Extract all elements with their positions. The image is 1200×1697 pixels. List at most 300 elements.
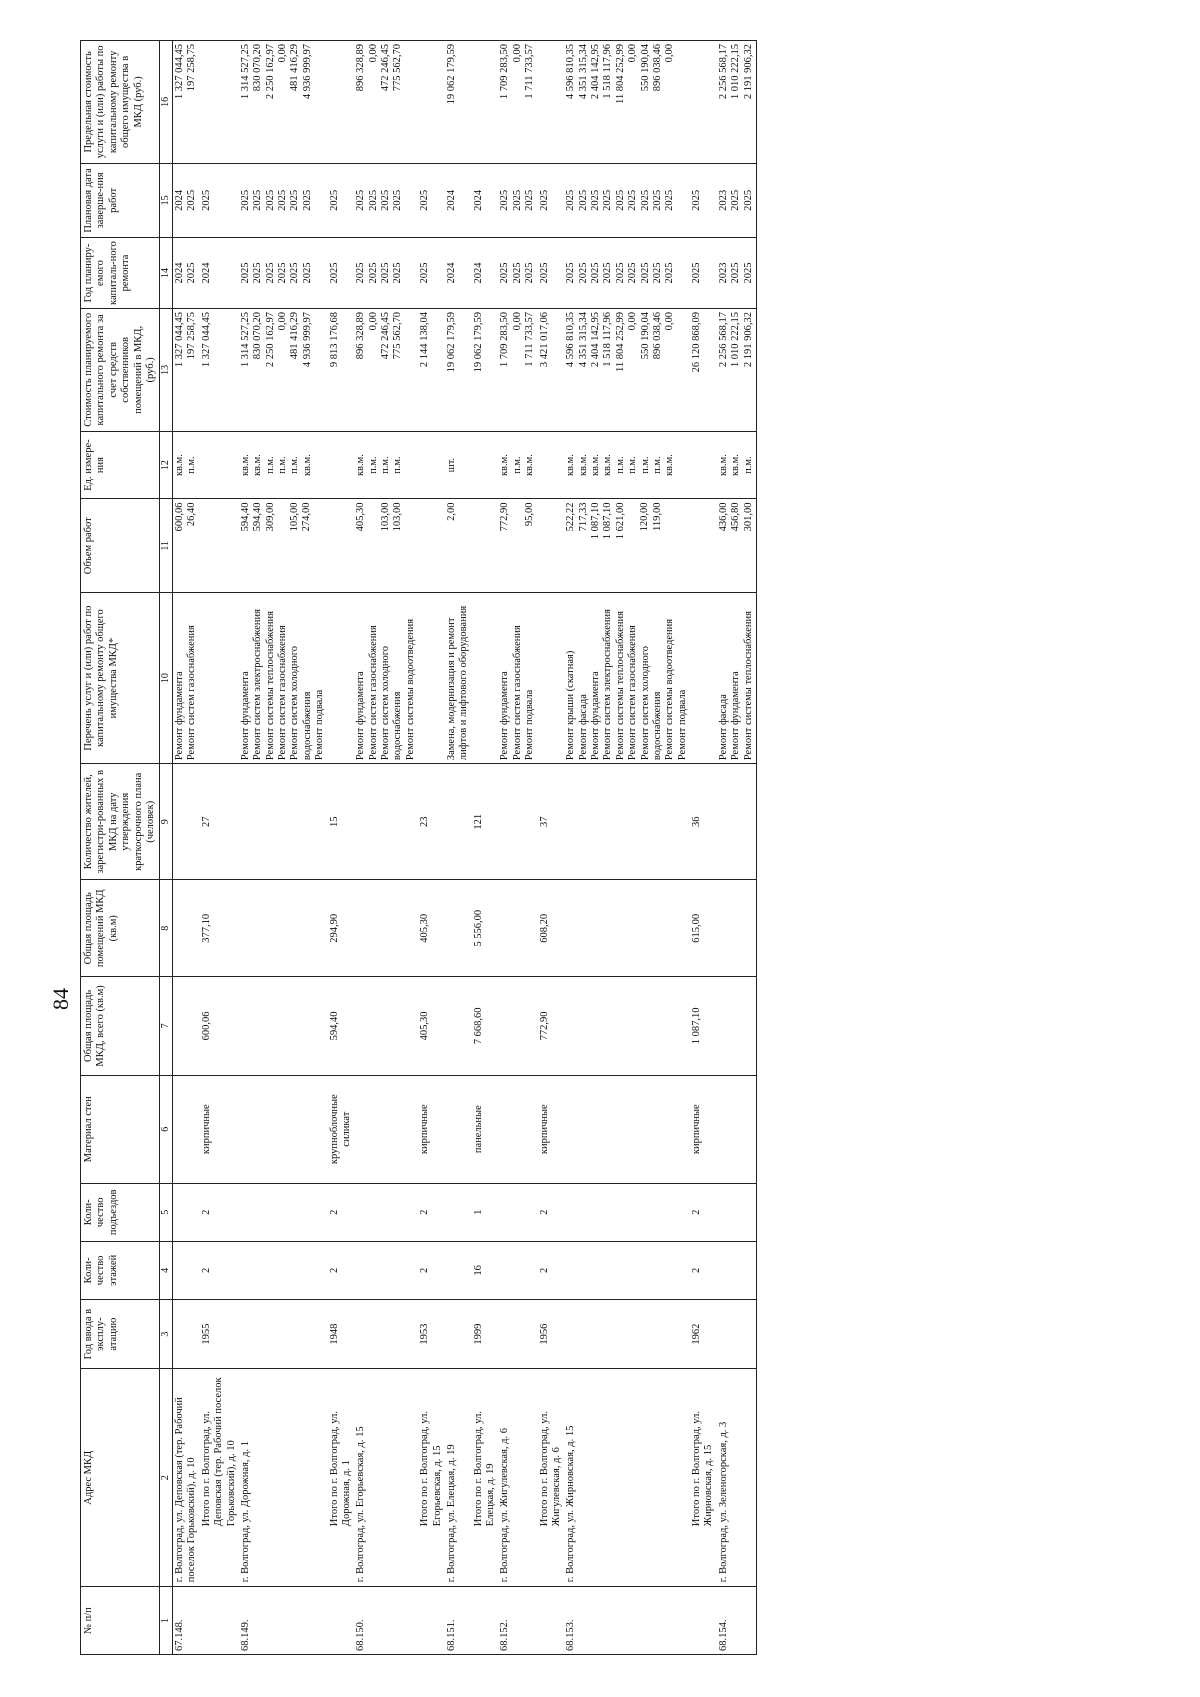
unit-line: п.м. bbox=[380, 456, 392, 474]
completion-date-cell bbox=[717, 163, 757, 237]
repair-year-line: 2025 bbox=[264, 262, 276, 284]
header-cell: Общая площадь МКД, всего (кв.м) bbox=[81, 977, 160, 1075]
unit-line: кв.м. bbox=[524, 454, 536, 477]
unit-line: кв.м. bbox=[174, 454, 186, 477]
header-cell: № п/п bbox=[81, 1587, 160, 1655]
limit-cost-cell bbox=[690, 41, 717, 164]
work-line: Ремонт систем газоснабжения bbox=[367, 625, 379, 761]
residents-cell bbox=[173, 764, 200, 880]
volume-cell bbox=[472, 499, 499, 593]
limit-cost-line: 2 404 142,95 bbox=[590, 44, 602, 100]
volume-line: 274,00 bbox=[301, 502, 313, 532]
limit-cost-cell bbox=[472, 41, 499, 164]
row-number bbox=[538, 1587, 565, 1655]
volume-line: 103,00 bbox=[392, 502, 404, 532]
cost-line: 472 246,45 bbox=[380, 312, 392, 360]
unit-line: п.м. bbox=[277, 456, 289, 474]
address-cell: Итого по г. Волгоград, ул. Жирновская, д. 15 bbox=[690, 1369, 717, 1587]
work-type-cell bbox=[418, 593, 445, 764]
cost-line: 197 258,75 bbox=[186, 312, 198, 360]
floors-cell bbox=[498, 1241, 537, 1299]
volume-cell bbox=[328, 499, 355, 593]
repair-year-line: 2025 bbox=[392, 262, 404, 284]
residents-cell: 15 bbox=[328, 764, 355, 880]
premises-area-cell: 608,20 bbox=[538, 880, 565, 977]
column-number: 1 bbox=[160, 1587, 173, 1655]
completion-date-line: 2025 bbox=[392, 189, 404, 211]
completion-date-cell bbox=[239, 163, 328, 237]
row-number bbox=[472, 1587, 499, 1655]
entrances-cell bbox=[239, 1183, 328, 1241]
year-built-cell bbox=[498, 1299, 537, 1368]
header-row bbox=[81, 41, 160, 1655]
repair-year-cell bbox=[717, 238, 757, 309]
completion-date-line: 2025 bbox=[277, 189, 289, 211]
volume-line bbox=[512, 502, 524, 589]
limit-cost-line: 1 327 044,45 bbox=[174, 44, 186, 100]
unit-line: п.м. bbox=[289, 456, 301, 474]
repair-year-line: 2025 bbox=[651, 262, 663, 284]
work-line: Ремонт системы водоотведения bbox=[664, 618, 676, 761]
completion-date-line: 2025 bbox=[419, 189, 431, 211]
entrances-cell bbox=[717, 1183, 757, 1241]
floors-cell: 2 bbox=[328, 1241, 355, 1299]
volume-cell bbox=[498, 499, 537, 593]
entrances-cell: 2 bbox=[418, 1183, 445, 1241]
repair-year-line: 2025 bbox=[239, 262, 251, 284]
address-cell: г. Волгоград, ул. Елецкая, д. 19 bbox=[445, 1369, 472, 1587]
repair-year-line: 2025 bbox=[524, 262, 536, 284]
cost-cell bbox=[173, 309, 200, 432]
work-line: Ремонт систем холодного водоснабжения bbox=[380, 645, 404, 761]
unit-line: кв.м. bbox=[602, 454, 614, 477]
premises-area-cell bbox=[498, 880, 537, 977]
cost-line: 0,00 bbox=[664, 312, 676, 331]
header-cell: Коли-чество этажей bbox=[81, 1241, 160, 1299]
completion-date-line: 2025 bbox=[380, 189, 392, 211]
unit-line: кв.м. bbox=[664, 454, 676, 477]
cost-line: 11 804 252,99 bbox=[614, 312, 626, 373]
floors-cell: 2 bbox=[538, 1241, 565, 1299]
completion-date-line: 2025 bbox=[602, 189, 614, 211]
limit-cost-line: 0,00 bbox=[277, 44, 289, 63]
residents-cell bbox=[239, 764, 328, 880]
volume-line: 772,90 bbox=[499, 502, 511, 532]
work-line: Ремонт фундамента bbox=[174, 671, 186, 761]
address-cell: г. Волгоград, ул. Дорожная, д. 1 bbox=[239, 1369, 328, 1587]
volume-line: 120,00 bbox=[639, 502, 651, 532]
limit-cost-cell bbox=[173, 41, 200, 164]
unit-line: кв.м. bbox=[499, 454, 511, 477]
row-number bbox=[690, 1587, 717, 1655]
cost-line: 2 191 906,32 bbox=[742, 312, 754, 368]
limit-cost-line: 896 038,46 bbox=[651, 44, 663, 92]
unit-cell bbox=[173, 431, 200, 499]
repair-year-cell bbox=[354, 238, 418, 309]
unit-cell bbox=[498, 431, 537, 499]
cost-line: 4 936 999,97 bbox=[301, 312, 313, 368]
repair-year-cell bbox=[445, 238, 472, 309]
work-type-cell bbox=[328, 593, 355, 764]
work-line: Ремонт систем электроснабжения bbox=[602, 609, 614, 761]
column-number: 13 bbox=[160, 309, 173, 432]
volume-cell bbox=[200, 499, 239, 593]
cost-line: 896 038,46 bbox=[651, 312, 663, 360]
limit-cost-cell bbox=[239, 41, 328, 164]
work-line: Ремонт систем газоснабжения bbox=[511, 625, 523, 761]
column-number: 11 bbox=[160, 499, 173, 593]
unit-line: кв.м. bbox=[717, 454, 729, 477]
cost-cell bbox=[690, 309, 717, 432]
completion-date-line: 2025 bbox=[301, 189, 313, 211]
work-line: Ремонт крыши (скатная) bbox=[565, 650, 577, 761]
unit-cell bbox=[239, 431, 328, 499]
volume-line: 1 087,10 bbox=[602, 502, 614, 540]
limit-cost-line: 550 190,04 bbox=[639, 44, 651, 92]
repair-year-cell bbox=[498, 238, 537, 309]
cost-line: 19 062 179,59 bbox=[472, 312, 484, 373]
total-area-cell: 1 087,10 bbox=[690, 977, 717, 1075]
work-line: Ремонт фундамента bbox=[355, 671, 367, 761]
completion-date-line: 2025 bbox=[538, 189, 550, 211]
unit-line: п.м. bbox=[651, 456, 663, 474]
column-number: 12 bbox=[160, 431, 173, 499]
repair-year-line: 2025 bbox=[742, 262, 754, 284]
total-row bbox=[200, 41, 239, 1655]
unit-line: кв.м. bbox=[252, 454, 264, 477]
limit-cost-line: 1 711 733,57 bbox=[524, 44, 536, 99]
completion-date-cell bbox=[328, 163, 355, 237]
premises-area-cell bbox=[445, 880, 472, 977]
limit-cost-line: 1 518 117,96 bbox=[602, 44, 614, 99]
year-built-cell bbox=[564, 1299, 690, 1368]
row-number bbox=[328, 1587, 355, 1655]
work-line: Ремонт подвала bbox=[524, 689, 536, 761]
cost-cell bbox=[445, 309, 472, 432]
repair-year-line: 2025 bbox=[639, 262, 651, 284]
wall-material-cell: панельные bbox=[472, 1075, 499, 1183]
year-built-cell: 1956 bbox=[538, 1299, 565, 1368]
rotated-table-wrapper bbox=[80, 40, 1165, 1655]
header-cell: Адрес МКД bbox=[81, 1369, 160, 1587]
completion-date-cell bbox=[200, 163, 239, 237]
wall-material-cell: крупноблочные силикат bbox=[328, 1075, 355, 1183]
cost-cell bbox=[538, 309, 565, 432]
cost-line: 1 010 222,15 bbox=[730, 312, 742, 368]
limit-cost-line: 1 314 527,25 bbox=[239, 44, 251, 100]
limit-cost-cell bbox=[200, 41, 239, 164]
limit-cost-line: 2 256 568,17 bbox=[717, 44, 729, 100]
row-number: 67.148. bbox=[173, 1587, 200, 1655]
cost-line: 2 256 568,17 bbox=[717, 312, 729, 368]
completion-date-cell bbox=[690, 163, 717, 237]
year-built-cell bbox=[354, 1299, 418, 1368]
wall-material-cell bbox=[717, 1075, 757, 1183]
total-row bbox=[538, 41, 565, 1655]
cost-line: 550 190,04 bbox=[639, 312, 651, 360]
table-row bbox=[239, 41, 328, 1655]
residents-cell: 121 bbox=[472, 764, 499, 880]
unit-line: кв.м. bbox=[301, 454, 313, 477]
repair-year-line: 2024 bbox=[472, 262, 484, 284]
unit-line: п.м. bbox=[186, 456, 198, 474]
total-area-cell bbox=[717, 977, 757, 1075]
total-area-cell bbox=[239, 977, 328, 1075]
repair-year-line: 2025 bbox=[328, 262, 340, 284]
work-type-cell bbox=[354, 593, 418, 764]
entrances-cell: 2 bbox=[690, 1183, 717, 1241]
column-number: 6 bbox=[160, 1075, 173, 1183]
residents-cell: 23 bbox=[418, 764, 445, 880]
header-cell: Перечень услуг и (или) работ по капитальному ремонту общего имущества МКД* bbox=[81, 593, 160, 764]
completion-date-line: 2025 bbox=[524, 189, 536, 211]
repair-year-line: 2025 bbox=[565, 262, 577, 284]
completion-date-cell bbox=[445, 163, 472, 237]
header-cell: Год планиру-емого капиталь-ного ремонта bbox=[81, 238, 160, 309]
limit-cost-line: 197 258,75 bbox=[186, 44, 198, 92]
cost-line: 0,00 bbox=[277, 312, 289, 331]
floors-cell bbox=[445, 1241, 472, 1299]
work-line: Ремонт фасада bbox=[577, 694, 589, 761]
cost-line: 2 144 138,04 bbox=[419, 312, 431, 368]
unit-line: кв.м. bbox=[577, 454, 589, 477]
volume-line: 405,30 bbox=[355, 502, 367, 532]
work-line: Ремонт систем газоснабжения bbox=[277, 625, 289, 761]
work-line: Ремонт фундамента bbox=[730, 671, 742, 761]
cost-line: 3 421 017,06 bbox=[538, 312, 550, 368]
row-number: 68.150. bbox=[354, 1587, 418, 1655]
row-number: 68.152. bbox=[498, 1587, 537, 1655]
table-row bbox=[173, 41, 200, 1655]
limit-cost-line: 830 070,20 bbox=[252, 44, 264, 92]
unit-line: кв.м. bbox=[565, 454, 577, 477]
address-cell: Итого по г. Волгоград, ул. Егорьевская, д. 15 bbox=[418, 1369, 445, 1587]
completion-date-line: 2023 bbox=[717, 189, 729, 211]
cost-line: 2 404 142,95 bbox=[590, 312, 602, 368]
cost-line: 0,00 bbox=[627, 312, 639, 331]
cost-line: 830 070,20 bbox=[252, 312, 264, 360]
volume-line: 103,00 bbox=[379, 502, 391, 532]
cost-line: 4 351 315,34 bbox=[577, 312, 589, 368]
column-number: 5 bbox=[160, 1183, 173, 1241]
column-number-row bbox=[160, 41, 173, 1655]
limit-cost-line: 472 246,45 bbox=[380, 44, 392, 92]
floors-cell bbox=[717, 1241, 757, 1299]
work-type-cell bbox=[717, 593, 757, 764]
unit-cell bbox=[200, 431, 239, 499]
unit-line: п.м. bbox=[639, 456, 651, 474]
table-row bbox=[354, 41, 418, 1655]
completion-date-line: 2025 bbox=[499, 189, 511, 211]
header-cell: Год ввода в эксплу-атацию bbox=[81, 1299, 160, 1368]
completion-date-line: 2025 bbox=[239, 189, 251, 211]
table-row bbox=[445, 41, 472, 1655]
work-line: Ремонт фундамента bbox=[499, 671, 511, 761]
limit-cost-line: 0,00 bbox=[664, 44, 676, 63]
premises-area-cell: 377,10 bbox=[200, 880, 239, 977]
limit-cost-line: 0,00 bbox=[367, 44, 379, 63]
year-built-cell bbox=[717, 1299, 757, 1368]
total-area-cell bbox=[445, 977, 472, 1075]
limit-cost-cell bbox=[418, 41, 445, 164]
work-line: Ремонт системы теплоснабжения bbox=[742, 611, 754, 761]
volume-cell bbox=[239, 499, 328, 593]
repair-year-cell bbox=[239, 238, 328, 309]
total-area-cell: 594,40 bbox=[328, 977, 355, 1075]
volume-line: 522,22 bbox=[565, 502, 577, 532]
cost-cell bbox=[200, 309, 239, 432]
work-line: Ремонт системы теплоснабжения bbox=[614, 611, 626, 761]
cost-line: 1 327 044,45 bbox=[200, 312, 212, 368]
address-cell: Итого по г. Волгоград, ул. Елецкая, д. 19 bbox=[472, 1369, 499, 1587]
completion-date-line: 2025 bbox=[639, 189, 651, 211]
floors-cell bbox=[354, 1241, 418, 1299]
repair-year-cell bbox=[690, 238, 717, 309]
header-cell: Коли-чество подъездов bbox=[81, 1183, 160, 1241]
wall-material-cell bbox=[354, 1075, 418, 1183]
completion-date-line: 2025 bbox=[651, 189, 663, 211]
work-type-cell bbox=[538, 593, 565, 764]
repair-year-line: 2025 bbox=[602, 262, 614, 284]
header-cell: Объем работ bbox=[81, 499, 160, 593]
cost-cell bbox=[472, 309, 499, 432]
repair-year-line: 2025 bbox=[499, 262, 511, 284]
repair-year-line: 2025 bbox=[730, 262, 742, 284]
repair-year-cell bbox=[173, 238, 200, 309]
limit-cost-line: 0,00 bbox=[627, 44, 639, 63]
volume-line: 26,40 bbox=[186, 502, 198, 527]
repair-year-cell bbox=[472, 238, 499, 309]
floors-cell: 2 bbox=[200, 1241, 239, 1299]
cost-line: 1 314 527,25 bbox=[239, 312, 251, 368]
volume-line: 1 087,10 bbox=[590, 502, 602, 540]
repair-year-cell bbox=[418, 238, 445, 309]
column-number: 15 bbox=[160, 163, 173, 237]
completion-date-line: 2025 bbox=[614, 189, 626, 211]
volume-line bbox=[368, 502, 380, 589]
table-row bbox=[564, 41, 690, 1655]
cost-line: 0,00 bbox=[367, 312, 379, 331]
column-number: 3 bbox=[160, 1299, 173, 1368]
unit-cell bbox=[564, 431, 690, 499]
residents-cell: 36 bbox=[690, 764, 717, 880]
total-area-cell bbox=[354, 977, 418, 1075]
unit-line: кв.м. bbox=[730, 454, 742, 477]
row-number: 68.149. bbox=[239, 1587, 328, 1655]
repair-year-line: 2025 bbox=[627, 262, 639, 284]
column-number: 2 bbox=[160, 1369, 173, 1587]
unit-line: кв.м. bbox=[239, 454, 251, 477]
completion-date-cell bbox=[498, 163, 537, 237]
residents-cell bbox=[354, 764, 418, 880]
work-line: Замена, модернизация и ремонт лифтов и лифтового оборудования bbox=[445, 605, 470, 761]
repair-year-line: 2025 bbox=[538, 262, 550, 284]
total-area-cell: 405,30 bbox=[418, 977, 445, 1075]
completion-date-line: 2024 bbox=[472, 189, 484, 211]
unit-line: кв.м. bbox=[355, 454, 367, 477]
work-type-cell bbox=[690, 593, 717, 764]
column-number: 14 bbox=[160, 238, 173, 309]
column-number: 9 bbox=[160, 764, 173, 880]
unit-line: п.м. bbox=[392, 456, 404, 474]
cost-line: 26 120 868,09 bbox=[691, 312, 703, 373]
cost-cell bbox=[354, 309, 418, 432]
total-row bbox=[472, 41, 499, 1655]
limit-cost-line: 1 010 222,15 bbox=[730, 44, 742, 100]
unit-cell bbox=[690, 431, 717, 499]
wall-material-cell bbox=[239, 1075, 328, 1183]
residents-cell: 27 bbox=[200, 764, 239, 880]
wall-material-cell bbox=[173, 1075, 200, 1183]
volume-cell bbox=[717, 499, 757, 593]
completion-date-cell bbox=[354, 163, 418, 237]
work-line: Ремонт систем электроснабжения bbox=[252, 609, 264, 761]
limit-cost-line: 775 562,70 bbox=[392, 44, 404, 92]
header-cell: Общая площадь помещений МКД (кв.м) bbox=[81, 880, 160, 977]
completion-date-line: 2025 bbox=[511, 189, 523, 211]
cost-cell bbox=[498, 309, 537, 432]
completion-date-line: 2025 bbox=[289, 189, 301, 211]
volume-cell bbox=[538, 499, 565, 593]
completion-date-cell bbox=[173, 163, 200, 237]
limit-cost-line: 2 250 162,97 bbox=[264, 44, 276, 100]
year-built-cell bbox=[445, 1299, 472, 1368]
row-number bbox=[200, 1587, 239, 1655]
cost-line: 481 416,29 bbox=[289, 312, 301, 360]
completion-date-line: 2025 bbox=[691, 189, 703, 211]
volume-line: 105,00 bbox=[289, 502, 301, 532]
repair-year-line: 2025 bbox=[577, 262, 589, 284]
volume-line: 600,06 bbox=[174, 502, 186, 532]
completion-date-line: 2025 bbox=[252, 189, 264, 211]
completion-date-line: 2025 bbox=[186, 189, 198, 211]
work-line: Ремонт системы теплоснабжения bbox=[264, 611, 276, 761]
limit-cost-line: 1 709 283,50 bbox=[499, 44, 511, 100]
limit-cost-line: 4 351 315,34 bbox=[577, 44, 589, 100]
repair-year-cell bbox=[200, 238, 239, 309]
premises-area-cell bbox=[564, 880, 690, 977]
residents-cell bbox=[564, 764, 690, 880]
completion-date-line: 2024 bbox=[445, 189, 457, 211]
cost-cell bbox=[418, 309, 445, 432]
cost-cell bbox=[328, 309, 355, 432]
work-type-cell bbox=[173, 593, 200, 764]
volume-line: 309,00 bbox=[264, 502, 276, 532]
column-number: 16 bbox=[160, 41, 173, 164]
residents-cell bbox=[717, 764, 757, 880]
repair-year-line: 2025 bbox=[590, 262, 602, 284]
repair-year-cell bbox=[328, 238, 355, 309]
page-number: 84 bbox=[48, 988, 73, 1010]
year-built-cell: 1953 bbox=[418, 1299, 445, 1368]
entrances-cell bbox=[354, 1183, 418, 1241]
repair-year-line: 2025 bbox=[252, 262, 264, 284]
completion-date-line: 2024 bbox=[174, 189, 186, 211]
volume-line: 594,40 bbox=[252, 502, 264, 532]
year-built-cell bbox=[239, 1299, 328, 1368]
residents-cell bbox=[445, 764, 472, 880]
limit-cost-line: 0,00 bbox=[511, 44, 523, 63]
volume-cell bbox=[173, 499, 200, 593]
year-built-cell: 1948 bbox=[328, 1299, 355, 1368]
completion-date-line: 2025 bbox=[590, 189, 602, 211]
limit-cost-line: 2 191 906,32 bbox=[742, 44, 754, 100]
header-cell: Предельная стоимость услуги и (или) работы по капитальному ремонту общего имущества в МКД (руб.) bbox=[81, 41, 160, 164]
completion-date-line: 2025 bbox=[367, 189, 379, 211]
row-number: 68.154. bbox=[717, 1587, 757, 1655]
year-built-cell bbox=[173, 1299, 200, 1368]
repair-year-line: 2025 bbox=[355, 262, 367, 284]
